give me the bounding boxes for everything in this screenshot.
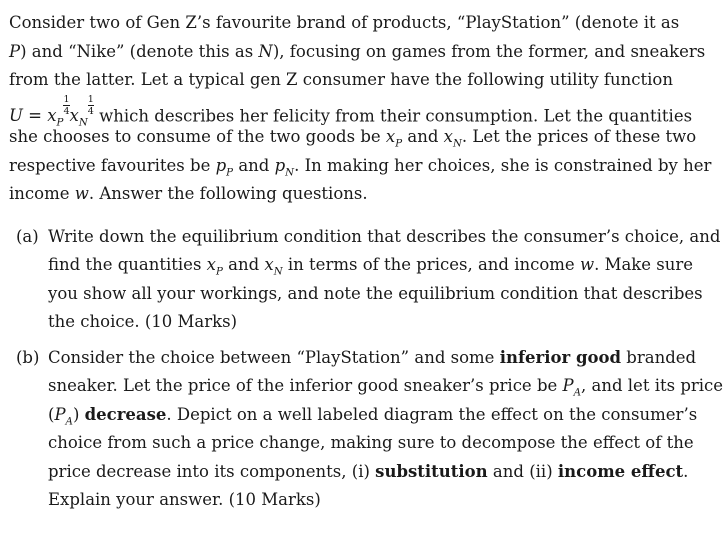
question-b-line-2: sneaker. Let the price of the inferior good sneaker’s price be $P_A$, and let its price [48, 376, 723, 399]
question-b-label: (b) [16, 347, 40, 367]
intro-line-7: income w. Answer the following questions. [9, 184, 368, 203]
intro-line-3: from the latter. Let a typical gen Z consumer have the following utility function [9, 70, 673, 89]
question-b-line-1: Consider the choice between “PlayStation” and some inferior good branded [48, 347, 697, 367]
question-b-line-3: $(P_A)$ decrease. Depict on a well labeled diagram the effect on the consumer’s [48, 404, 698, 427]
question-a-line-4: the choice. (10 Marks) [48, 312, 238, 331]
intro-line-5: she chooses to consume of the two goods be $x_P$ and $x_N$. Let the prices of these two [9, 127, 697, 150]
intro-line-1: Consider two of Gen Z’s favourite brand of products, “PlayStation” (denote it as [9, 13, 680, 32]
question-b-line-4: choice from such a price change, making sure to decompose the effect of the [48, 433, 694, 452]
intro-paragraph [9, 9, 712, 209]
question-a-line-2: find the quantities $x_P$ and $x_N$ in terms of the prices, and income w. Make sure [48, 255, 694, 278]
intro-line-4: $U = x_P$ $\frac{1}{4}$ $x_N$ $\frac{1}{4}$ which describes her felicity from their consumption. Let the quantities [9, 93, 693, 129]
question-b-line-5: price decrease into its components, (i) substitution and (ii) income effect. [48, 461, 689, 481]
question-a-label: (a) [16, 226, 39, 246]
utility-formula: $U = x_P$ $\frac{1}{4}$ $x_N$ $\frac{1}{4}$ [9, 93, 94, 129]
question-b [9, 344, 723, 515]
question-b-line-6: Explain your answer. (10 Marks) [48, 490, 321, 509]
intro-line-6: respective favourites be $p_P$ and $p_N$. In making her choices, she is constrained by her [9, 155, 712, 178]
document-page [9, 0, 723, 515]
question-a-line-3: you show all your workings, and note the equilibrium condition that describes [48, 283, 703, 303]
question-a-line-1: Write down the equilibrium condition that describes the consumer’s choice, and [48, 226, 721, 246]
intro-line-2: P) and “Nike” (denote this as N), focusing on games from the former, and sneakers [9, 41, 706, 61]
question-a [9, 223, 721, 337]
